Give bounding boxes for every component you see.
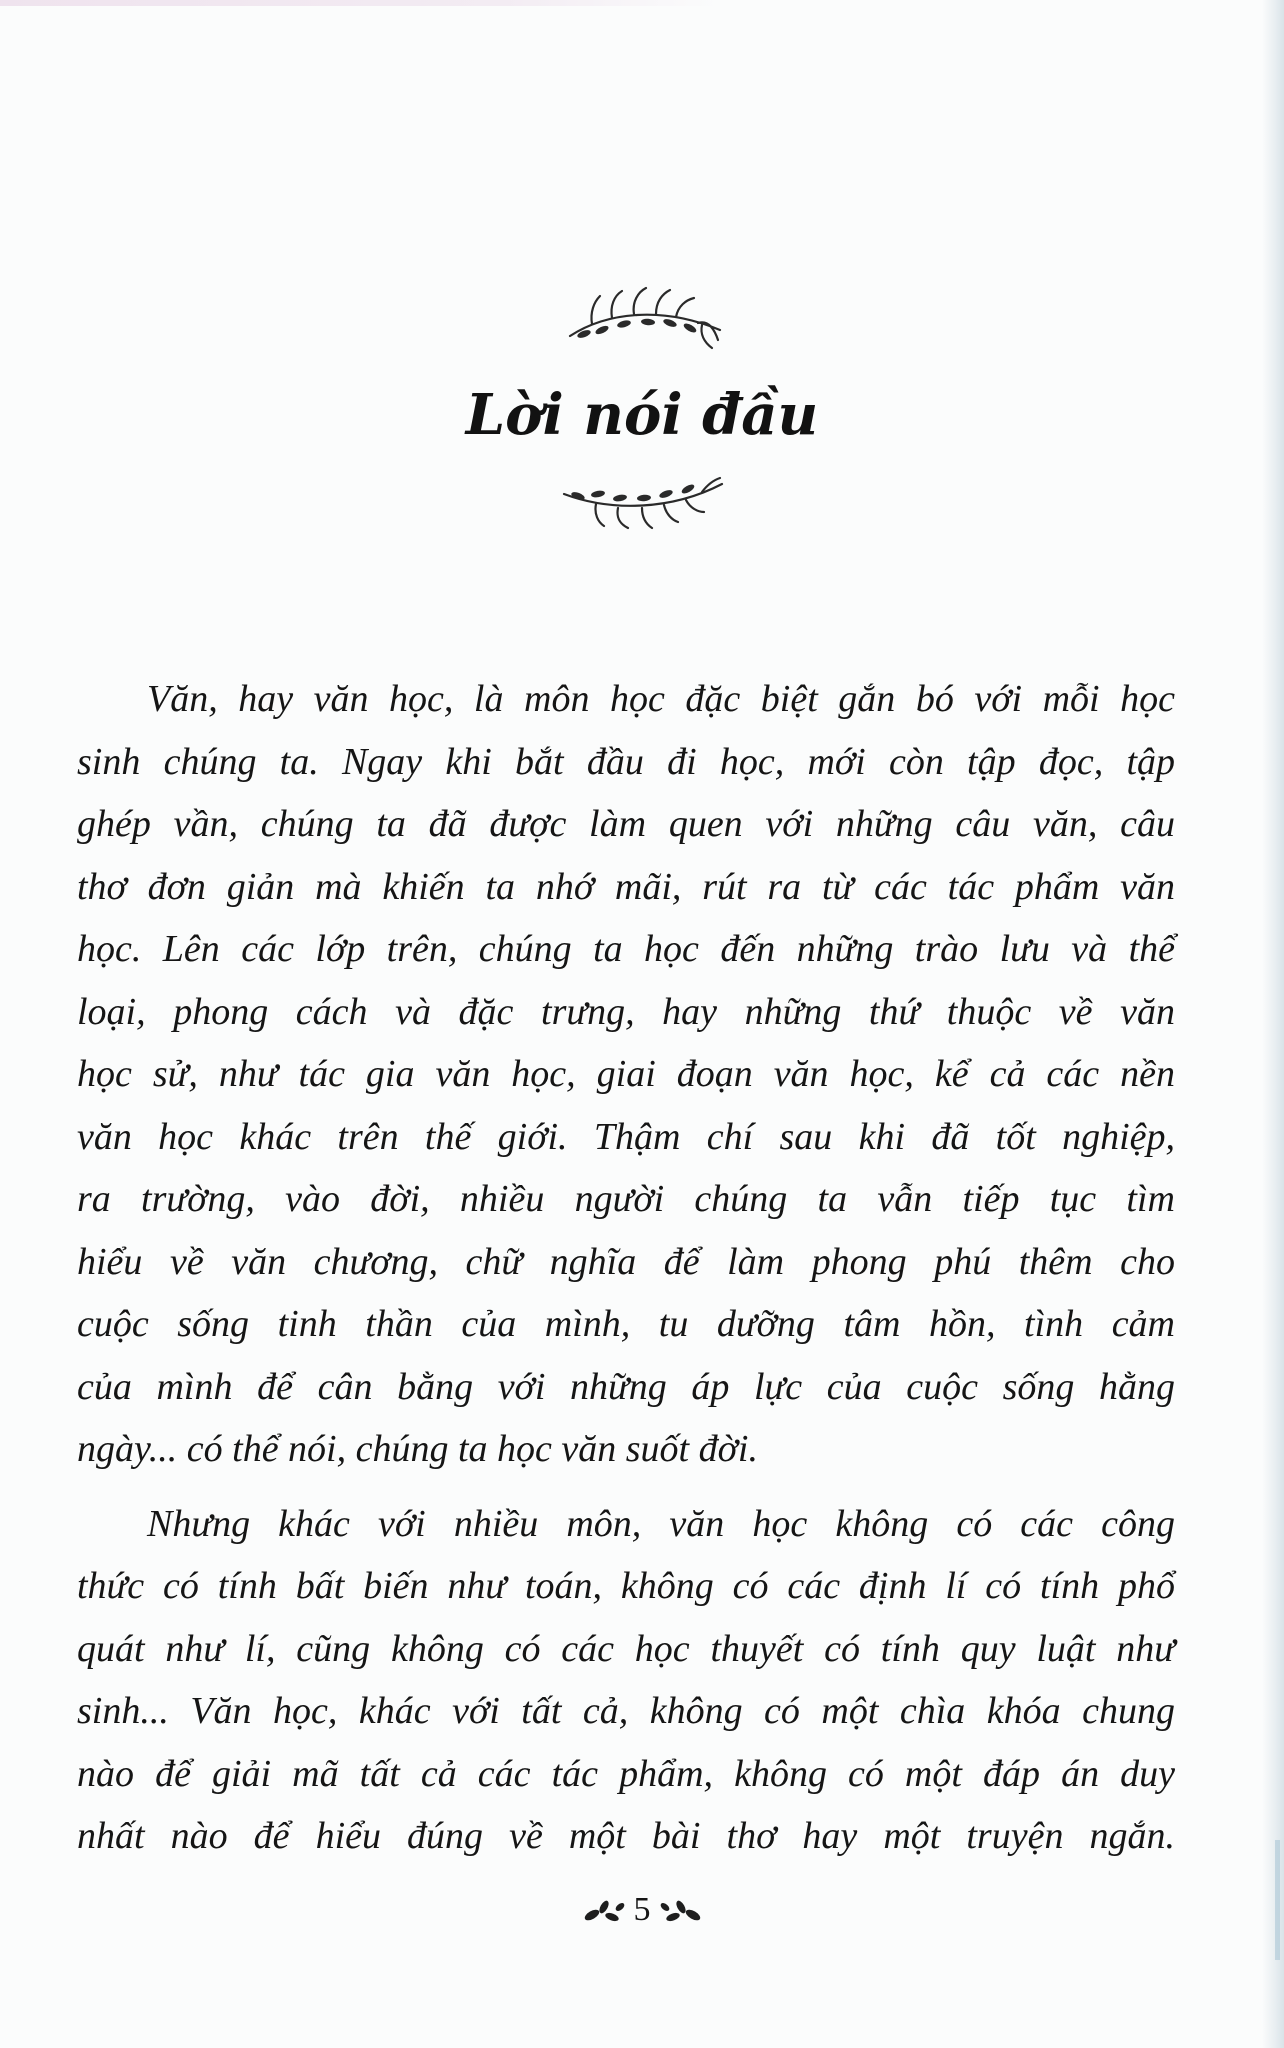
text-line: học sử, như tác gia văn học, giai đoạn văn học, kể cả các nền	[77, 1053, 1175, 1095]
text-line: nào để giải mã tất cả các tác phẩm, không có một đáp án duy	[77, 1752, 1175, 1795]
laurel-branch-icon	[552, 472, 732, 532]
text-line: văn học khác trên thế giới. Thậm chí sau khi đã tốt nghiệp,	[77, 1115, 1175, 1158]
page-title: Lời nói đầu	[465, 382, 819, 448]
text-line: nhất nào để hiểu đúng về một bài thơ hay một truyện ngắn.	[77, 1815, 1175, 1857]
text-line: sinh... Văn học, khác với tất cả, không có một chìa khóa chung	[77, 1690, 1175, 1732]
text-line: ngày... có thể nói, chúng ta học văn suốt đời.	[77, 1428, 758, 1470]
paragraph-2	[77, 1493, 1175, 1868]
text-line: quát như lí, cũng không có các học thuyết có tính quy luật như	[77, 1627, 1175, 1670]
text-line: loại, phong cách và đặc trưng, hay những thứ thuộc về văn	[77, 990, 1175, 1033]
text-line: hiểu về văn chương, chữ nghĩa để làm phong phú thêm cho	[77, 1240, 1175, 1283]
laurel-branch-icon	[552, 278, 732, 358]
text-line: ra trường, vào đời, nhiều người chúng ta vẫn tiếp tục tìm	[77, 1178, 1175, 1220]
text-line: của mình để cân bằng với những áp lực của cuộc sống hằng	[77, 1365, 1175, 1408]
laurel-ornament-bottom	[0, 472, 1284, 532]
text-line: Văn, hay văn học, là môn học đặc biệt gắn bó với mỗi học	[147, 678, 1175, 720]
leaf-flourish-right-icon	[659, 1895, 703, 1925]
text-line: thơ đơn giản mà khiến ta nhớ mãi, rút ra từ các tác phẩm văn	[77, 865, 1175, 908]
paragraph-gap	[77, 1481, 1175, 1493]
text-line: cuộc sống tinh thần của mình, tu dưỡng tâm hồn, tình cảm	[77, 1303, 1175, 1345]
text-line: học. Lên các lớp trên, chúng ta học đến những trào lưu và thể	[77, 928, 1175, 970]
text-line: sinh chúng ta. Ngay khi bắt đầu đi học, mới còn tập đọc, tập	[77, 740, 1175, 783]
text-line: thức có tính bất biến như toán, không có các định lí có tính phổ	[77, 1565, 1175, 1607]
leaf-flourish-left-icon	[582, 1895, 626, 1925]
laurel-ornament-top	[0, 278, 1284, 358]
page-footer	[0, 1890, 1284, 1930]
page-number: 5	[633, 1891, 651, 1928]
page-top-edge	[0, 0, 720, 6]
text-line: ghép vần, chúng ta đã được làm quen với những câu văn, câu	[77, 803, 1175, 845]
text-line: Nhưng khác với nhiều môn, văn học không có các công	[147, 1502, 1175, 1545]
body-text	[77, 668, 1175, 1868]
paragraph-1	[77, 668, 1175, 1481]
